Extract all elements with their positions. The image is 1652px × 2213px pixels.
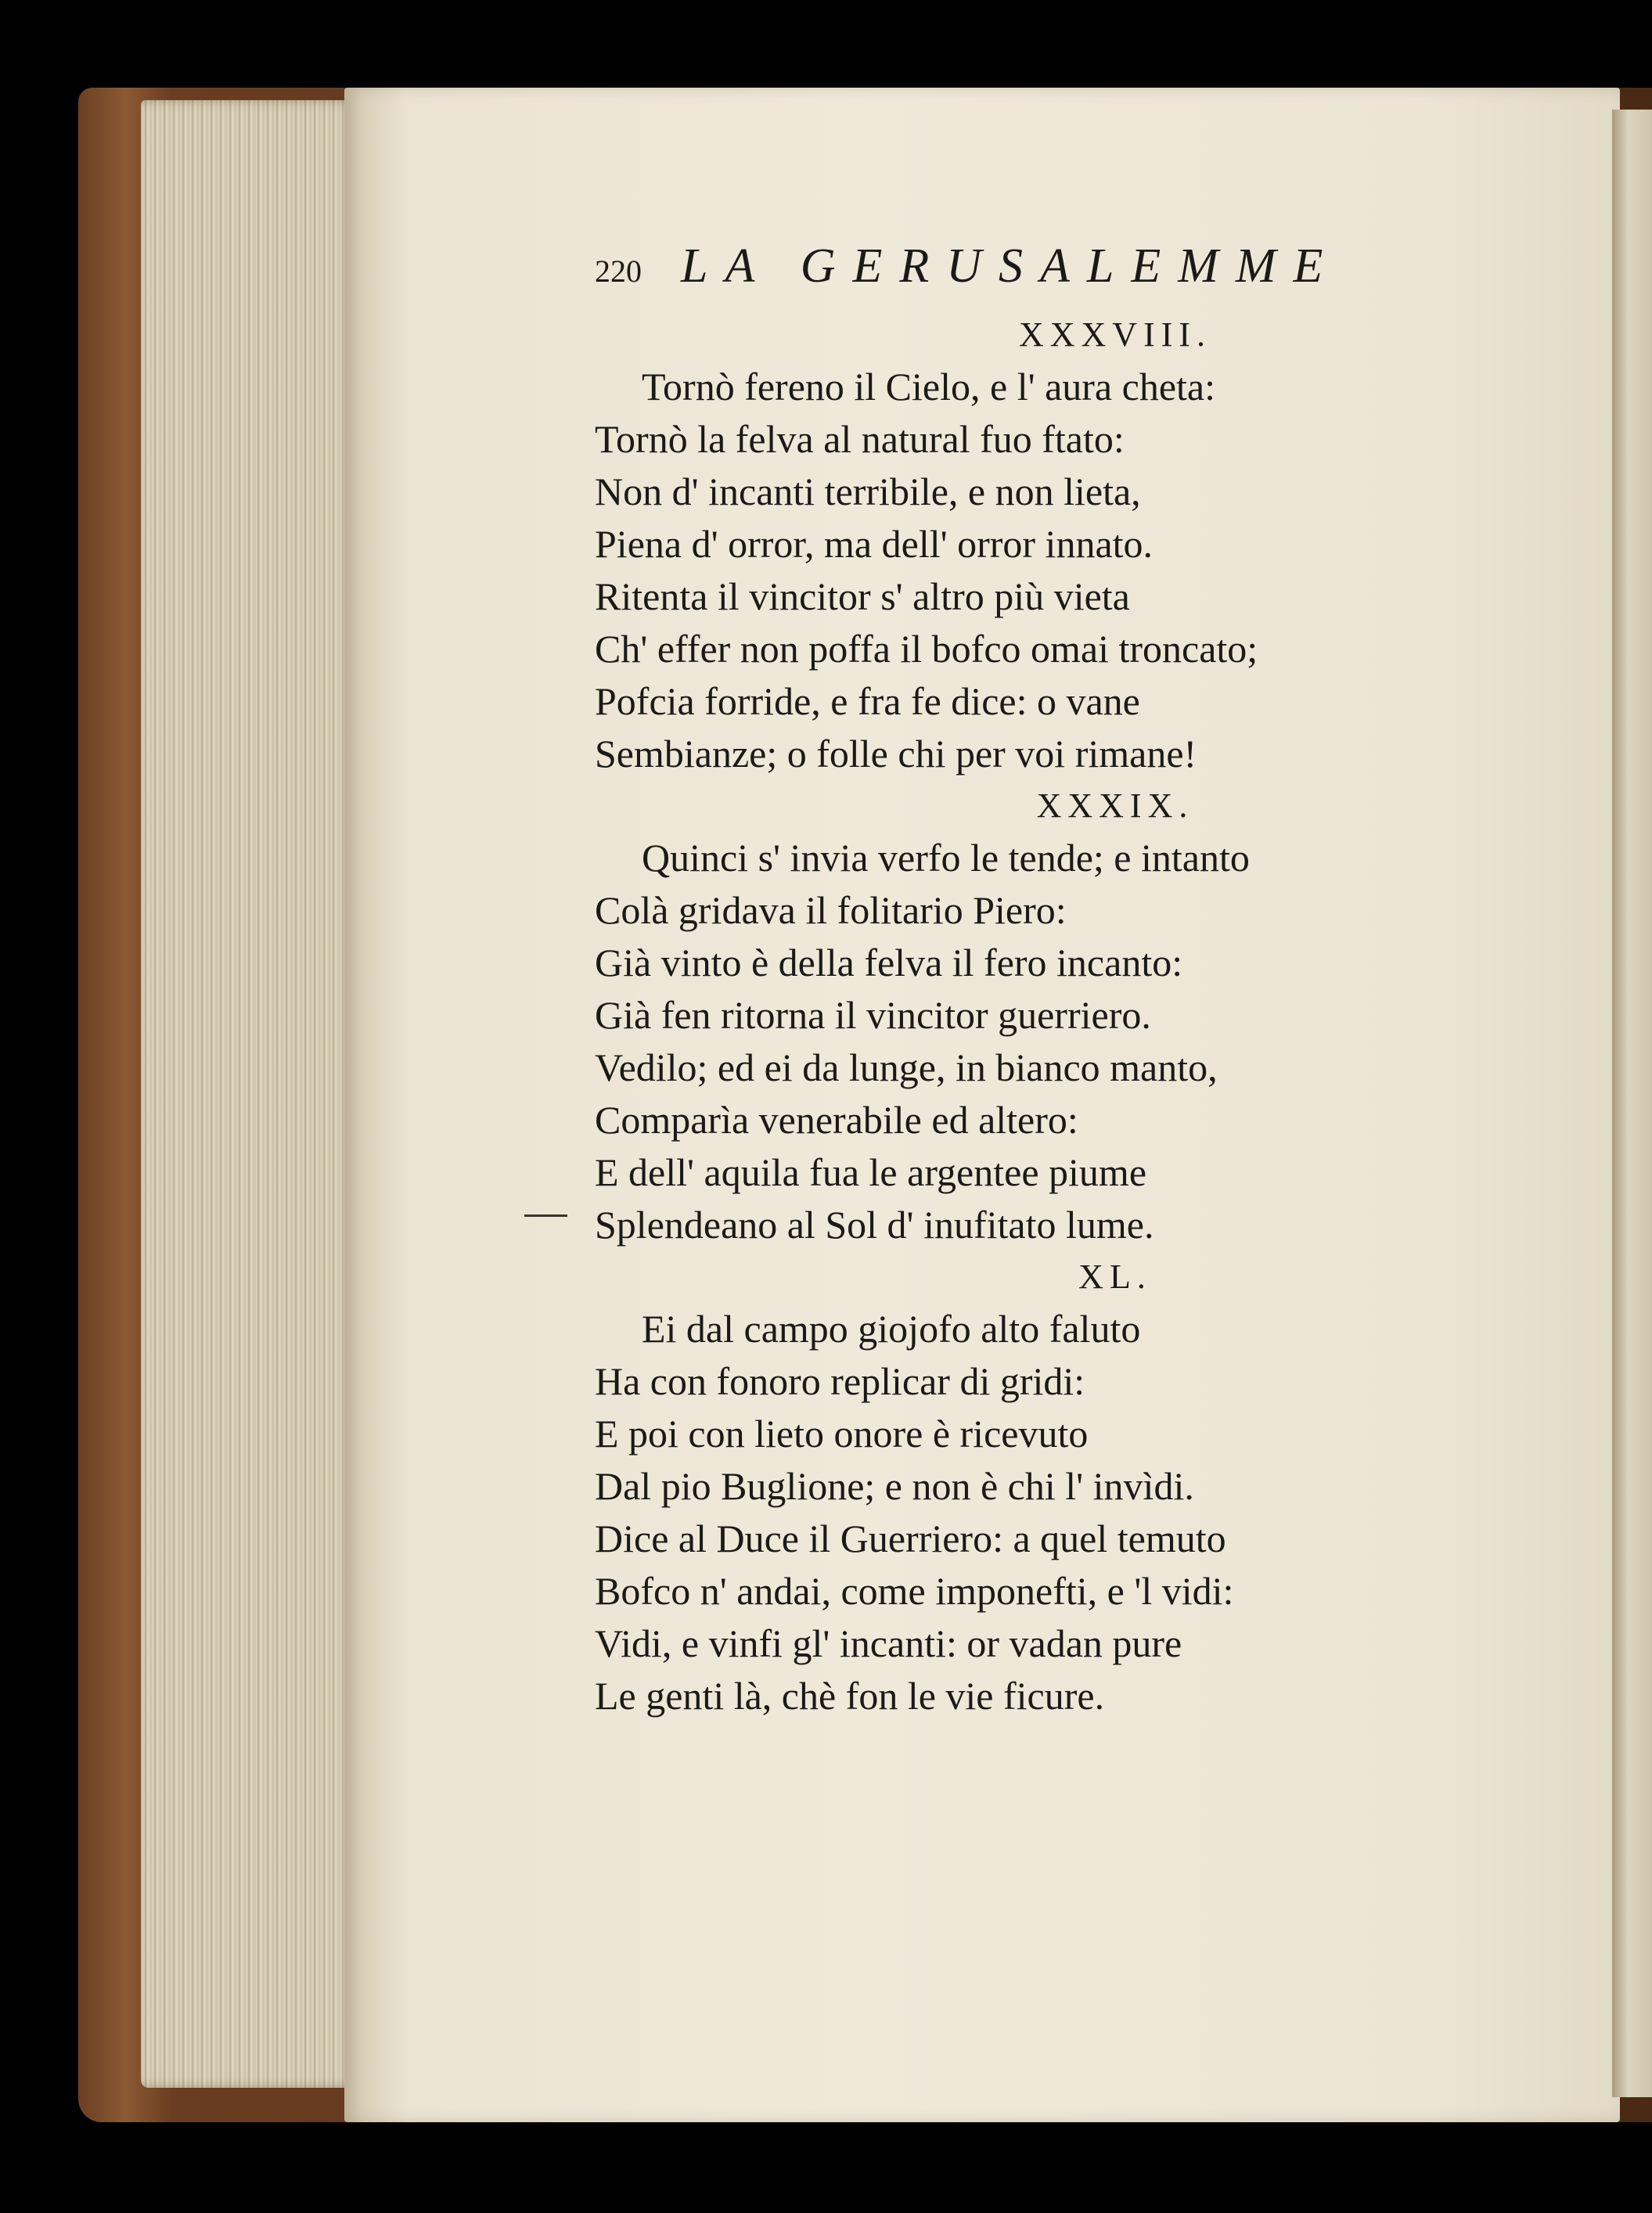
verse-line: Quinci s' invia verfo le tende; e intanto	[642, 836, 1250, 880]
verse-line: Già fen ritorna il vincitor guerriero.	[595, 993, 1151, 1037]
stanza-number: XXXVIII.	[1018, 315, 1212, 354]
verse-line: Le genti là, chè fon le vie ficure.	[595, 1674, 1105, 1718]
verse-line: Sembianze; o folle chi per voi rimane!	[595, 732, 1197, 775]
running-title: LA GERUSALEMME	[681, 239, 1341, 293]
verse-line: Ei dal campo giojofo alto faluto	[642, 1307, 1141, 1351]
verse-line: Splendeano al Sol d' inufitato lume.	[595, 1203, 1154, 1247]
verse-line: Bofco n' andai, come imponefti, e 'l vidi:	[595, 1569, 1234, 1613]
verse-line: Tornò la felva al natural fuo ftato:	[595, 417, 1125, 461]
page-text	[595, 239, 1495, 1722]
verse-line: Colà gridava il folitario Piero:	[595, 888, 1067, 932]
verse-line: Dice al Duce il Guerriero: a quel temuto	[595, 1517, 1226, 1560]
verse-line: Vedilo; ed ei da lunge, in bianco manto,	[595, 1045, 1218, 1089]
facing-page-edge	[1612, 110, 1652, 2097]
verse-line: Piena d' orror, ma dell' orror innato.	[595, 522, 1154, 566]
verse-line: Ritenta il vincitor s' altro più vieta	[595, 574, 1130, 618]
verse-line: Comparìa venerabile ed altero:	[595, 1098, 1078, 1142]
verse-line: Vidi, e vinfi gl' incanti: or vadan pure	[595, 1621, 1182, 1665]
verse-line: Tornò fereno il Cielo, e l' aura cheta:	[642, 365, 1215, 408]
verse-line: Pofcia forride, e fra fe dice: o vane	[595, 679, 1140, 723]
stanza	[595, 1251, 1495, 1722]
verse-line: Dal pio Buglione; e non è chi l' invìdi.	[595, 1464, 1194, 1508]
verse-line: E poi con lieto onore è ricevuto	[595, 1412, 1089, 1456]
stanza-number: XL.	[1078, 1258, 1152, 1296]
stanza	[595, 309, 1495, 780]
page-edges	[141, 100, 368, 2088]
verse-line: Non d' incanti terribile, e non lieta,	[595, 470, 1141, 513]
verse-line: Ha con fonoro replicar di gridi:	[595, 1359, 1085, 1403]
stanza	[595, 780, 1495, 1251]
verse-line: Già vinto è della felva il fero incanto:	[595, 941, 1183, 984]
page-header	[595, 239, 1495, 309]
margin-mark	[524, 1214, 567, 1217]
verse-line: Ch' effer non poffa il bofco omai troncato;	[595, 627, 1258, 671]
page-number: 220	[595, 254, 642, 289]
stanza-number: XXXIX.	[1036, 786, 1194, 825]
verse-line: E dell' aquila fua le argentee piume	[595, 1150, 1147, 1194]
